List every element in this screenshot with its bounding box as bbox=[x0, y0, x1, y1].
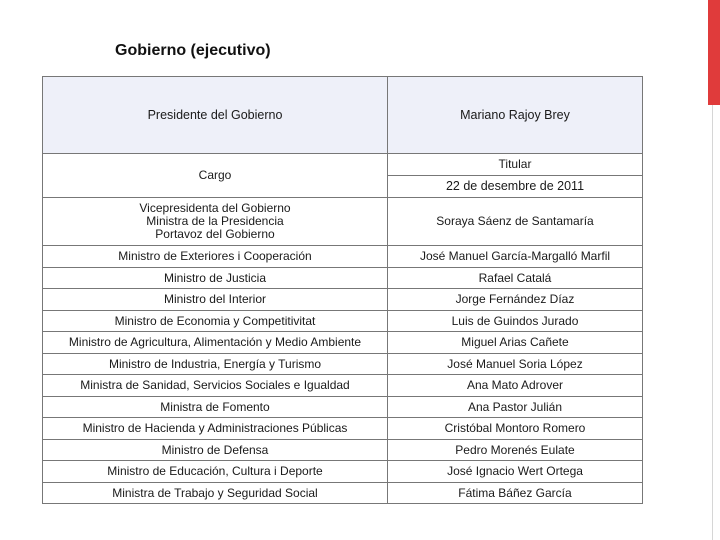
vice-cargo-line: Ministra de la Presidencia bbox=[146, 214, 284, 228]
accent-divider bbox=[712, 105, 713, 540]
titular-cell: Jorge Fernández Díaz bbox=[388, 289, 643, 311]
titular-cell: Luis de Guindos Jurado bbox=[388, 310, 643, 332]
column-header-row bbox=[43, 154, 643, 176]
titular-cell: Fátima Báñez García bbox=[388, 482, 643, 504]
cargo-cell: Ministro de Hacienda y Administraciones Públicas bbox=[43, 418, 388, 440]
titular-cell: José Manuel Soria López bbox=[388, 353, 643, 375]
table-row bbox=[43, 289, 643, 311]
vice-cargo-cell bbox=[43, 198, 388, 246]
cargo-cell: Ministra de Trabajo y Seguridad Social bbox=[43, 482, 388, 504]
vice-titular-cell: Soraya Sáenz de Santamaría bbox=[388, 198, 643, 246]
cargo-cell: Ministro de Exteriores i Cooperación bbox=[43, 246, 388, 268]
table-row bbox=[43, 439, 643, 461]
table-row bbox=[43, 310, 643, 332]
titular-cell: Miguel Arias Cañete bbox=[388, 332, 643, 354]
cargo-cell: Ministro de Economia y Competitivitat bbox=[43, 310, 388, 332]
president-row bbox=[43, 77, 643, 154]
titular-cell: Pedro Morenés Eulate bbox=[388, 439, 643, 461]
cargo-cell: Ministro de Justicia bbox=[43, 267, 388, 289]
titular-cell: José Manuel García-Margalló Marfil bbox=[388, 246, 643, 268]
table-row bbox=[43, 375, 643, 397]
date-header: 22 de desembre de 2011 bbox=[388, 176, 643, 198]
table-row bbox=[43, 396, 643, 418]
cargo-header: Cargo bbox=[43, 154, 388, 198]
accent-bar bbox=[708, 0, 720, 105]
page-title: Gobierno (ejecutivo) bbox=[115, 42, 271, 59]
table-row bbox=[43, 198, 643, 246]
cargo-cell: Ministra de Sanidad, Servicios Sociales e Igualdad bbox=[43, 375, 388, 397]
government-table bbox=[42, 76, 643, 504]
cargo-cell: Ministro de Defensa bbox=[43, 439, 388, 461]
titular-cell: Ana Pastor Julián bbox=[388, 396, 643, 418]
titular-cell: Ana Mato Adrover bbox=[388, 375, 643, 397]
titular-header: Titular bbox=[388, 154, 643, 176]
table-row bbox=[43, 246, 643, 268]
cargo-cell: Ministra de Fomento bbox=[43, 396, 388, 418]
table-row bbox=[43, 267, 643, 289]
table-row bbox=[43, 353, 643, 375]
titular-cell: Cristóbal Montoro Romero bbox=[388, 418, 643, 440]
titular-cell: José Ignacio Wert Ortega bbox=[388, 461, 643, 483]
president-name: Mariano Rajoy Brey bbox=[388, 77, 643, 154]
cargo-cell: Ministro del Interior bbox=[43, 289, 388, 311]
titular-cell: Rafael Catalá bbox=[388, 267, 643, 289]
cargo-cell: Ministro de Agricultura, Alimentación y Medio Ambiente bbox=[43, 332, 388, 354]
cargo-cell: Ministro de Educación, Cultura i Deporte bbox=[43, 461, 388, 483]
table-row bbox=[43, 461, 643, 483]
table-row bbox=[43, 332, 643, 354]
president-label: Presidente del Gobierno bbox=[43, 77, 388, 154]
table-row bbox=[43, 482, 643, 504]
table-row bbox=[43, 418, 643, 440]
cargo-cell: Ministro de Industria, Energía y Turismo bbox=[43, 353, 388, 375]
vice-cargo-line: Vicepresidenta del Gobierno bbox=[139, 201, 291, 215]
vice-cargo-line: Portavoz del Gobierno bbox=[155, 227, 275, 241]
